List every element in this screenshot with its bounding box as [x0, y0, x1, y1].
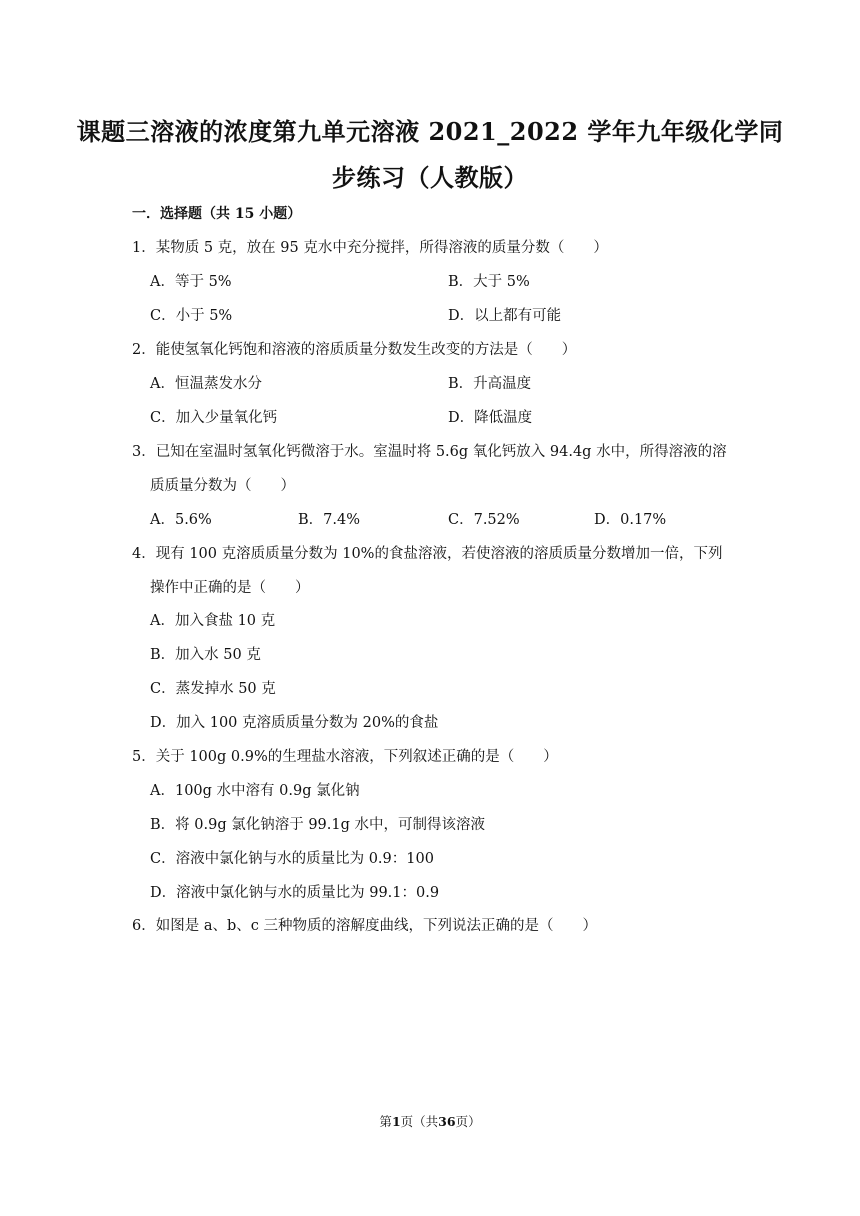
- question-4-stem-line-2: 操作中正确的是（ ）: [150, 580, 310, 596]
- question-3-stem-line-1: 3．已知在室温时氢氧化钙微溶于水。室温时将 5.6g 氧化钙放入 94.4g 水中，所得溶液的溶: [132, 444, 727, 460]
- question-4-stem-line-1: 4．现有 100 克溶质质量分数为 10%的食盐溶液，若使溶液的溶质质量分数增加一倍，下列: [132, 546, 723, 562]
- page-footer: [0, 1112, 860, 1130]
- question-2-option-a: A．恒温蒸发水分: [150, 376, 262, 392]
- question-2-stem: 2．能使氢氧化钙饱和溶液的溶质质量分数发生改变的方法是（ ）: [132, 342, 577, 358]
- footer-total-pages: 36: [438, 1114, 456, 1129]
- question-4-option-d: D．加入 100 克溶质质量分数为 20%的食盐: [150, 715, 439, 731]
- footer-prefix: 第: [379, 1114, 392, 1129]
- question-5-option-b: B．将 0.9g 氯化钠溶于 99.1g 水中，可制得该溶液: [150, 817, 485, 833]
- question-2-option-d: D．降低温度: [448, 410, 533, 426]
- footer-page-number: 1: [391, 1114, 401, 1129]
- question-1-option-a: A．等于 5%: [150, 274, 232, 290]
- question-3-option-c: C．7.52%: [448, 512, 520, 528]
- question-1-option-c: C．小于 5%: [150, 308, 233, 324]
- question-5-option-a: A．100g 水中溶有 0.9g 氯化钠: [150, 783, 360, 799]
- question-4-option-b: B．加入水 50 克: [150, 647, 261, 663]
- question-1-stem: 1．某物质 5 克，放在 95 克水中充分搅拌，所得溶液的质量分数（ ）: [132, 240, 608, 256]
- question-5-option-d: D．溶液中氯化钠与水的质量比为 99.1：0.9: [150, 885, 440, 901]
- question-3-option-b: B．7.4%: [298, 512, 360, 528]
- question-2-option-c: C．加入少量氧化钙: [150, 410, 278, 426]
- question-1-option-d: D．以上都有可能: [448, 308, 562, 324]
- section-heading: 一．选择题（共 15 小题）: [132, 206, 302, 222]
- question-5-stem: 5．关于 100g 0.9%的生理盐水溶液，下列叙述正确的是（ ）: [132, 749, 558, 765]
- question-3-option-a: A．5.6%: [150, 512, 212, 528]
- question-4-option-a: A．加入食盐 10 克: [150, 613, 276, 629]
- footer-middle: 页（共: [400, 1114, 439, 1129]
- document-title-line-1: 课题三溶液的浓度第九单元溶液 2021_2022 学年九年级化学同: [76, 117, 784, 146]
- document-title-line-2: 步练习（人教版）: [332, 163, 528, 192]
- question-2-option-b: B．升高温度: [448, 376, 532, 392]
- question-6-stem: 6．如图是 a、b、c 三种物质的溶解度曲线，下列说法正确的是（ ）: [132, 918, 597, 934]
- question-3-option-d: D．0.17%: [594, 512, 667, 528]
- question-4-option-c: C．蒸发掉水 50 克: [150, 681, 276, 697]
- question-3-stem-line-2: 质质量分数为（ ）: [150, 478, 295, 494]
- footer-suffix: 页）: [455, 1114, 481, 1129]
- question-5-option-c: C．溶液中氯化钠与水的质量比为 0.9：100: [150, 851, 434, 867]
- question-1-option-b: B．大于 5%: [448, 274, 530, 290]
